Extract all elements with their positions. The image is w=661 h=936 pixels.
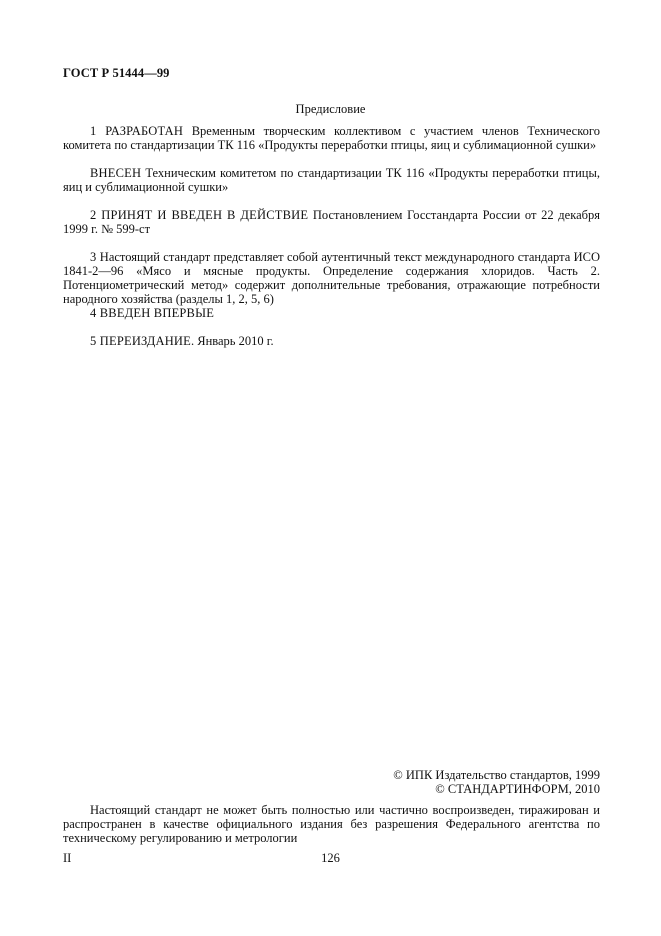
section-heading-foreword: Предисловие: [295, 102, 366, 116]
paragraph-text: . Январь 2010 г.: [191, 334, 274, 348]
copyright-line: © СТАНДАРТИНФОРМ, 2010: [435, 782, 600, 796]
paragraph-developed-by: [63, 124, 600, 152]
paragraph-text: Техническим комитетом по стандартизации ТК 116 «Продукты переработки птицы, яиц и сублимационной сушки»: [63, 166, 600, 194]
copyright-line: © ИПК Издательство стандартов, 1999: [393, 768, 600, 782]
page-number: 126: [321, 851, 340, 865]
paragraph-lead: 5 ПЕРЕИЗДАНИЕ: [90, 334, 191, 348]
document-id: ГОСТ Р 51444—99: [63, 66, 170, 80]
paragraph-authentic-text: [63, 250, 600, 306]
reproduction-notice: Настоящий стандарт не может быть полностью или частично воспроизведен, тиражирован и распространен в качестве официального издания без разрешения Федерального агентства по техническому регулированию и метрологии: [63, 803, 600, 845]
paragraph-lead: ВНЕСЕН: [90, 166, 142, 180]
paragraph-lead: 4 ВВЕДЕН ВПЕРВЫЕ: [90, 306, 215, 320]
paragraph-lead: 1 РАЗРАБОТАН: [90, 124, 184, 138]
paragraph-first-introduced: [63, 306, 600, 320]
paragraph-adopted: [63, 208, 600, 236]
paragraph-reissue: [63, 334, 600, 348]
copyright-block: [393, 768, 600, 796]
paragraph-text: Настоящий стандарт представляет собой аутентичный текст международного стандарта ИСО 1841-2—96 «Мясо и мясные продукты. Определение содержания хлоридов. Часть 2. Потенциометрический метод» содержит дополнительные требования, отражающие потребности народного хозяйства (разделы 1, 2, 5, 6): [63, 250, 600, 306]
paragraph-introduced-by: [63, 166, 600, 194]
page-roman-numeral: II: [63, 851, 72, 865]
paragraph-lead: 2 ПРИНЯТ И ВВЕДЕН В ДЕЙСТВИЕ: [90, 208, 309, 222]
paragraph-text: Временным творческим коллективом с участием членов Технического комитета по стандартизации ТК 116 «Продукты переработки птицы, яиц и сублимационной сушки»: [63, 124, 600, 152]
paragraph-lead: 3: [90, 250, 97, 264]
paragraph-text: Постановлением Госстандарта России от 22 декабря 1999 г. № 599-ст: [63, 208, 600, 236]
